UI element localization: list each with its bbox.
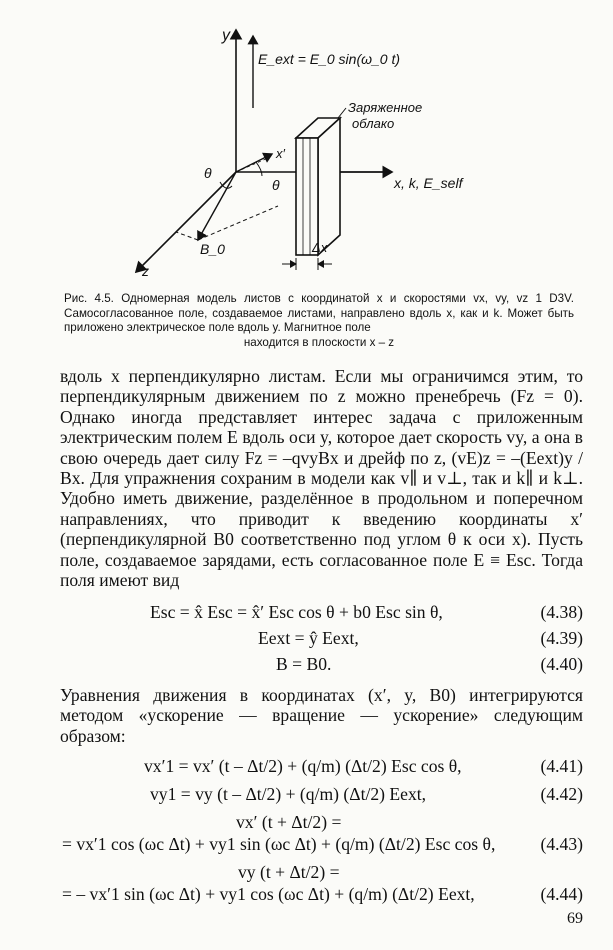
y-axis-label: y — [222, 27, 230, 44]
paragraph-1: вдоль x перпендикулярно листам. Если мы ограничимся этим, то перпендикулярным движением по z можно пренебречь (Fz = 0). Однако иногда представляет интерес задача с приложенным электрическим полем E вдоль оси y, которое дает скорость vy, а она в свою очередь дает силу Fz = –qvyBx и дрейф по z, (vE)z = –(Eext)y / Bx. Для упражнения сохраним в модели как v∥ и v⊥, так и k∥ и k⊥. Удобно иметь движение, разделённое в продольном и поперечном направлениях, что приводит к введению координаты x′ (перпендикулярной B0 соответственно под углом θ к оси x). Пусть поле, создаваемое зарядами, есть согласованное поле E ≡ Esc. Тогда поля имеют вид — [60, 366, 583, 591]
caption-text: Рис. 4.5. Одномерная модель листов с координатой x и скоростями vx, vy, vz 1 D3V. Самосогласованное поле, создаваемое листами, направлено вдоль x, как и k. Может быть приложено электрическое поле вдоль y. Магнитное поле — [64, 292, 574, 335]
equation-number-4-39: (4.39) — [540, 628, 583, 648]
equation-4-42: vy1 = vy (t – Δt/2) + (q/m) (Δt/2) Eext, — [150, 784, 427, 804]
b0-projection-x — [198, 206, 278, 240]
equation-4-38: Esc = x̂ Esc = x̂′ Esc cos θ + b0 Esc sin θ, — [150, 602, 443, 622]
b0-projection-z — [176, 232, 198, 240]
paragraph-2: Уравнения движения в координатах (x′, y, B0) интегрируются методом «ускорение — вращение — ускорение» следующим образом: — [60, 685, 583, 746]
equation-number-4-38: (4.38) — [540, 602, 583, 622]
figure-caption — [64, 292, 574, 350]
equation-4-44-lhs: vy (t + Δt/2) = — [238, 862, 340, 882]
z-axis-label: z — [142, 263, 149, 279]
sheet-model-diagram — [0, 0, 613, 290]
equation-number-4-42: (4.42) — [540, 784, 583, 804]
equation-number-4-44: (4.44) — [540, 884, 583, 904]
theta-arc-right — [256, 162, 262, 176]
equation-4-41: vx′1 = vx′ (t – Δt/2) + (q/m) (Δt/2) Esc cos θ, — [144, 756, 462, 776]
charged-sheet — [296, 118, 340, 255]
figure-4-5 — [0, 0, 613, 290]
b0-arrow — [198, 172, 236, 240]
equation-number-4-43: (4.43) — [540, 834, 583, 854]
caption-last-line: находится в плоскости x – z — [243, 335, 395, 349]
equation-4-43: = vx′1 cos (ωc Δt) + vy1 sin (ωc Δt) + (q/m) (Δt/2) Esc cos θ, — [62, 834, 496, 854]
equation-4-40: B = B0. — [276, 654, 332, 674]
equation-4-39: Eext = ŷ Eext, — [258, 628, 359, 648]
equation-4-44: = – vx′1 sin (ωc Δt) + vy1 cos (ωc Δt) + (q/m) (Δt/2) Eext, — [62, 884, 475, 904]
x-axis-label: x, k, E_self — [394, 175, 463, 191]
dx-label: Δx — [312, 240, 328, 255]
b0-label: B_0 — [200, 241, 225, 257]
theta-left-label: θ — [204, 165, 212, 181]
theta-right-label: θ — [272, 177, 280, 193]
e-ext-label: E_ext = E_0 sin(ω_0 t) — [258, 51, 401, 67]
z-axis-line — [136, 172, 236, 272]
cloud-leader — [338, 108, 346, 118]
page-number: 69 — [567, 910, 583, 927]
cloud-label-1: Заряженное — [348, 100, 423, 115]
equation-number-4-41: (4.41) — [540, 756, 583, 776]
equation-number-4-40: (4.40) — [540, 654, 583, 674]
cloud-label-2: облако — [352, 116, 395, 131]
equation-4-43-lhs: vx′ (t + Δt/2) = — [236, 812, 342, 832]
x-prime-label: x′ — [276, 146, 285, 161]
